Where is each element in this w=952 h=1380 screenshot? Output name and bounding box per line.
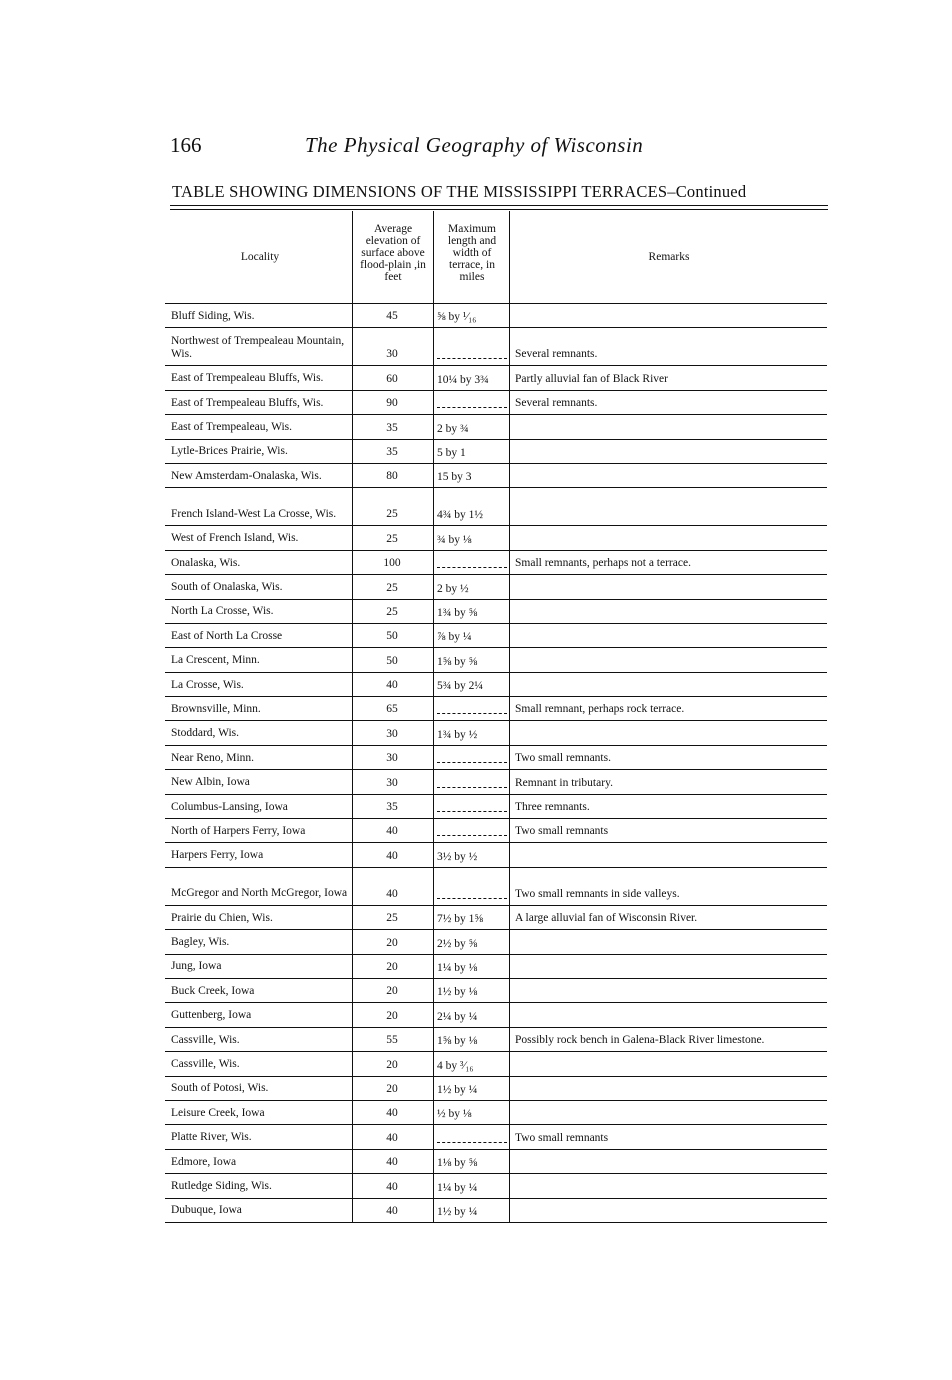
cell-locality: Rutledge Siding, Wis. <box>171 1180 272 1192</box>
cell-elevation: 20 <box>386 1009 398 1022</box>
table-row <box>165 328 827 366</box>
cell-remarks: Several remnants. <box>515 397 598 410</box>
table-row <box>165 1077 827 1101</box>
cell-elevation: 40 <box>386 1156 398 1169</box>
table-row <box>165 464 827 488</box>
cell-elevation: 40 <box>386 679 398 692</box>
cell-elevation: 90 <box>386 397 398 410</box>
cell-locality: Edmore, Iowa <box>171 1155 237 1168</box>
cell-locality: Bluff Siding, Wis. <box>171 309 255 322</box>
cell-dimensions: 4 by ³⁄₁₆ <box>437 1059 474 1072</box>
cell-dimensions: 1⅝ by ⅛ <box>437 1035 478 1048</box>
cell-locality: West of French Island, Wis. <box>171 532 299 545</box>
cell-dimensions: 2½ by ⅝ <box>437 937 478 950</box>
cell-dimensions: 5¾ by 2¼ <box>437 680 483 693</box>
cell-remarks: Partly alluvial fan of Black River <box>515 372 668 385</box>
column-divider <box>433 211 434 1223</box>
cell-locality: Platte River, Wis. <box>171 1131 252 1144</box>
cell-elevation: 25 <box>386 605 398 618</box>
table-row <box>165 1052 827 1076</box>
cell-elevation: 35 <box>386 801 398 814</box>
cell-elevation: 40 <box>386 825 398 838</box>
cell-elevation: 30 <box>386 752 398 765</box>
table-row <box>165 868 827 906</box>
cell-elevation: 65 <box>386 703 398 716</box>
cell-remarks: Three remnants. <box>515 801 590 814</box>
cell-dimensions: ⅝ by ¹⁄₁₆ <box>437 311 477 324</box>
cell-locality: Near Reno, Minn. <box>171 751 255 764</box>
cell-locality: Cassville, Wis. <box>171 1058 240 1071</box>
cell-remarks: A large alluvial fan of Wisconsin River. <box>515 912 698 925</box>
table-row <box>165 366 827 390</box>
cell-locality: South of Onalaska, Wis. <box>171 581 283 594</box>
cell-elevation: 20 <box>386 1082 398 1095</box>
table-row <box>165 304 827 328</box>
cell-locality: Onalaska, Wis. <box>171 556 241 569</box>
cell-locality: East of Trempealeau, Wis. <box>171 421 293 434</box>
cell-elevation: 60 <box>386 372 398 385</box>
cell-dimensions: 1½ by ¼ <box>437 1083 478 1096</box>
cell-dimensions: 1½ by ¼ <box>437 1205 478 1218</box>
header-dimensions: Maximum length and width of terrace, in miles <box>447 223 497 283</box>
cell-locality: Bagley, Wis. <box>171 936 230 949</box>
cell-locality: Dubuque, Iowa <box>171 1204 242 1217</box>
cell-dimensions: 15 by 3 <box>437 471 472 484</box>
table-row <box>165 1150 827 1174</box>
cell-locality: Stoddard, Wis. <box>171 727 240 740</box>
table-header <box>165 211 827 304</box>
table-row <box>165 1003 827 1027</box>
cell-dimensions: 5 by 1 <box>437 446 466 459</box>
table-row <box>165 673 827 697</box>
cell-dimensions-blank <box>437 713 507 714</box>
table-row <box>165 770 827 794</box>
cell-dimensions: 1½ by ⅛ <box>437 986 478 999</box>
cell-dimensions: 10¼ by 3¾ <box>437 373 489 386</box>
table-row <box>165 551 827 575</box>
header-locality: Locality <box>240 251 280 263</box>
cell-elevation: 20 <box>386 985 398 998</box>
cell-remarks: Small remnants, perhaps not a terrace. <box>515 557 691 570</box>
table-row <box>165 624 827 648</box>
table-row <box>165 391 827 415</box>
table-row <box>165 721 827 745</box>
cell-locality: Leisure Creek, Iowa <box>171 1106 265 1119</box>
cell-elevation: 100 <box>383 557 401 570</box>
cell-dimensions: 1⅝ by ⅝ <box>437 655 478 668</box>
cell-remarks: Two small remnants <box>515 825 609 838</box>
cell-locality: New Amsterdam-Onalaska, Wis. <box>171 469 322 482</box>
cell-dimensions: 2 by ½ <box>437 582 469 595</box>
cell-remarks: Small remnant, perhaps rock terrace. <box>515 703 685 716</box>
table-row <box>165 697 827 721</box>
cell-dimensions: 3½ by ½ <box>437 850 478 863</box>
cell-locality: East of Trempealeau Bluffs, Wis. <box>171 372 324 385</box>
cell-elevation: 40 <box>386 849 398 862</box>
cell-elevation: 25 <box>386 912 398 925</box>
cell-elevation: 30 <box>386 776 398 789</box>
cell-dimensions-blank <box>437 787 507 788</box>
table-body <box>165 304 827 1223</box>
table-row <box>165 1125 827 1149</box>
cell-dimensions-blank <box>437 762 507 763</box>
table-row <box>165 600 827 624</box>
cell-dimensions: 4¾ by 1½ <box>437 509 483 522</box>
cell-dimensions-blank <box>437 835 507 836</box>
cell-elevation: 50 <box>386 630 398 643</box>
cell-elevation: 20 <box>386 1058 398 1071</box>
cell-dimensions: 2 by ¾ <box>437 422 469 435</box>
cell-remarks: Remnant in tributary. <box>515 776 613 789</box>
cell-dimensions: 1¾ by ⅝ <box>437 606 478 619</box>
cell-locality: La Crescent, Minn. <box>171 654 260 667</box>
column-divider <box>509 211 510 1223</box>
cell-locality: Guttenberg, Iowa <box>171 1009 252 1022</box>
cell-locality: French Island-West La Crosse, Wis. <box>171 507 337 520</box>
cell-locality: Cassville, Wis. <box>171 1033 240 1046</box>
cell-locality: Brownsville, Minn. <box>171 702 261 715</box>
table-row <box>165 955 827 979</box>
cell-elevation: 80 <box>386 470 398 483</box>
table-row <box>165 648 827 672</box>
cell-locality: North of Harpers Ferry, Iowa <box>171 824 306 837</box>
cell-dimensions-blank <box>437 407 507 408</box>
cell-remarks: Two small remnants. <box>515 752 611 765</box>
table-row <box>165 488 827 526</box>
cell-elevation: 35 <box>386 445 398 458</box>
cell-dimensions: ⅞ by ¼ <box>437 631 472 644</box>
table-row <box>165 526 827 550</box>
title-rule <box>170 209 828 210</box>
cell-locality: South of Potosi, Wis. <box>171 1082 269 1095</box>
cell-locality: Jung, Iowa <box>171 960 222 973</box>
table-row <box>165 1028 827 1052</box>
cell-locality: McGregor and North McGregor, Iowa <box>171 887 348 900</box>
cell-locality: Prairie du Chien, Wis. <box>171 911 273 924</box>
table-row <box>165 1101 827 1125</box>
header-elevation: Average elevation of surface above flood-plain ,in feet <box>360 223 426 283</box>
cell-locality: New Albin, Iowa <box>171 776 250 789</box>
table-row <box>165 440 827 464</box>
cell-elevation: 45 <box>386 310 398 323</box>
column-divider <box>352 211 353 1223</box>
cell-elevation: 40 <box>386 1131 398 1144</box>
cell-remarks: Two small remnants in side valleys. <box>515 887 680 900</box>
cell-remarks: Several remnants. <box>515 348 598 361</box>
cell-locality: Buck Creek, Iowa <box>171 984 255 997</box>
cell-elevation: 20 <box>386 936 398 949</box>
cell-elevation: 35 <box>386 421 398 434</box>
cell-dimensions: 7½ by 1⅝ <box>437 913 483 926</box>
cell-elevation: 25 <box>386 508 398 521</box>
cell-elevation: 20 <box>386 960 398 973</box>
cell-dimensions-blank <box>437 1142 507 1143</box>
cell-locality: Columbus-Lansing, Iowa <box>171 800 288 813</box>
cell-elevation: 30 <box>386 348 398 361</box>
cell-dimensions: 1¼ by ¼ <box>437 1181 478 1194</box>
cell-locality: East of Trempealeau Bluffs, Wis. <box>171 396 324 409</box>
cell-dimensions: ½ by ⅛ <box>437 1108 472 1121</box>
cell-elevation: 25 <box>386 581 398 594</box>
cell-remarks: Two small remnants <box>515 1131 609 1144</box>
title-rule <box>170 205 828 206</box>
cell-remarks: Possibly rock bench in Galena-Black River limestone. <box>515 1034 765 1047</box>
table-title: TABLE SHOWING DIMENSIONS OF THE MISSISSIPPI TERRACES–Continued <box>172 182 747 201</box>
terrace-table <box>165 211 827 1223</box>
cell-locality: Northwest of Trempealeau Mountain, Wis. <box>171 335 345 360</box>
table-row <box>165 819 827 843</box>
cell-dimensions-blank <box>437 358 507 359</box>
cell-elevation: 55 <box>386 1034 398 1047</box>
running-title: The Physical Geography of Wisconsin <box>305 133 644 157</box>
table-row <box>165 1174 827 1198</box>
cell-locality: Harpers Ferry, Iowa <box>171 849 264 862</box>
header-remarks: Remarks <box>648 251 690 263</box>
cell-dimensions: 1¼ by ⅛ <box>437 961 478 974</box>
cell-dimensions-blank <box>437 567 507 568</box>
cell-elevation: 25 <box>386 532 398 545</box>
cell-dimensions-blank <box>437 898 507 899</box>
cell-dimensions: 1¾ by ½ <box>437 728 478 741</box>
page-number: 166 <box>170 133 202 157</box>
cell-locality: North La Crosse, Wis. <box>171 605 274 618</box>
cell-dimensions-blank <box>437 811 507 812</box>
cell-elevation: 40 <box>386 1204 398 1217</box>
table-row <box>165 930 827 954</box>
table-row <box>165 843 827 867</box>
cell-dimensions: 1⅛ by ⅝ <box>437 1157 478 1170</box>
table-row <box>165 979 827 1003</box>
cell-elevation: 30 <box>386 727 398 740</box>
table-row <box>165 906 827 930</box>
cell-locality: Lytle-Brices Prairie, Wis. <box>171 445 288 458</box>
cell-elevation: 40 <box>386 1107 398 1120</box>
table-row <box>165 415 827 439</box>
table-row <box>165 795 827 819</box>
cell-locality: La Crosse, Wis. <box>171 678 244 691</box>
cell-dimensions: 2¼ by ¼ <box>437 1010 478 1023</box>
cell-dimensions: ¾ by ⅛ <box>437 533 472 546</box>
cell-elevation: 40 <box>386 1180 398 1193</box>
table-row <box>165 1199 827 1223</box>
table-row <box>165 575 827 599</box>
cell-elevation: 40 <box>386 887 398 900</box>
cell-elevation: 50 <box>386 654 398 667</box>
cell-locality: East of North La Crosse <box>171 629 283 642</box>
table-row <box>165 746 827 770</box>
